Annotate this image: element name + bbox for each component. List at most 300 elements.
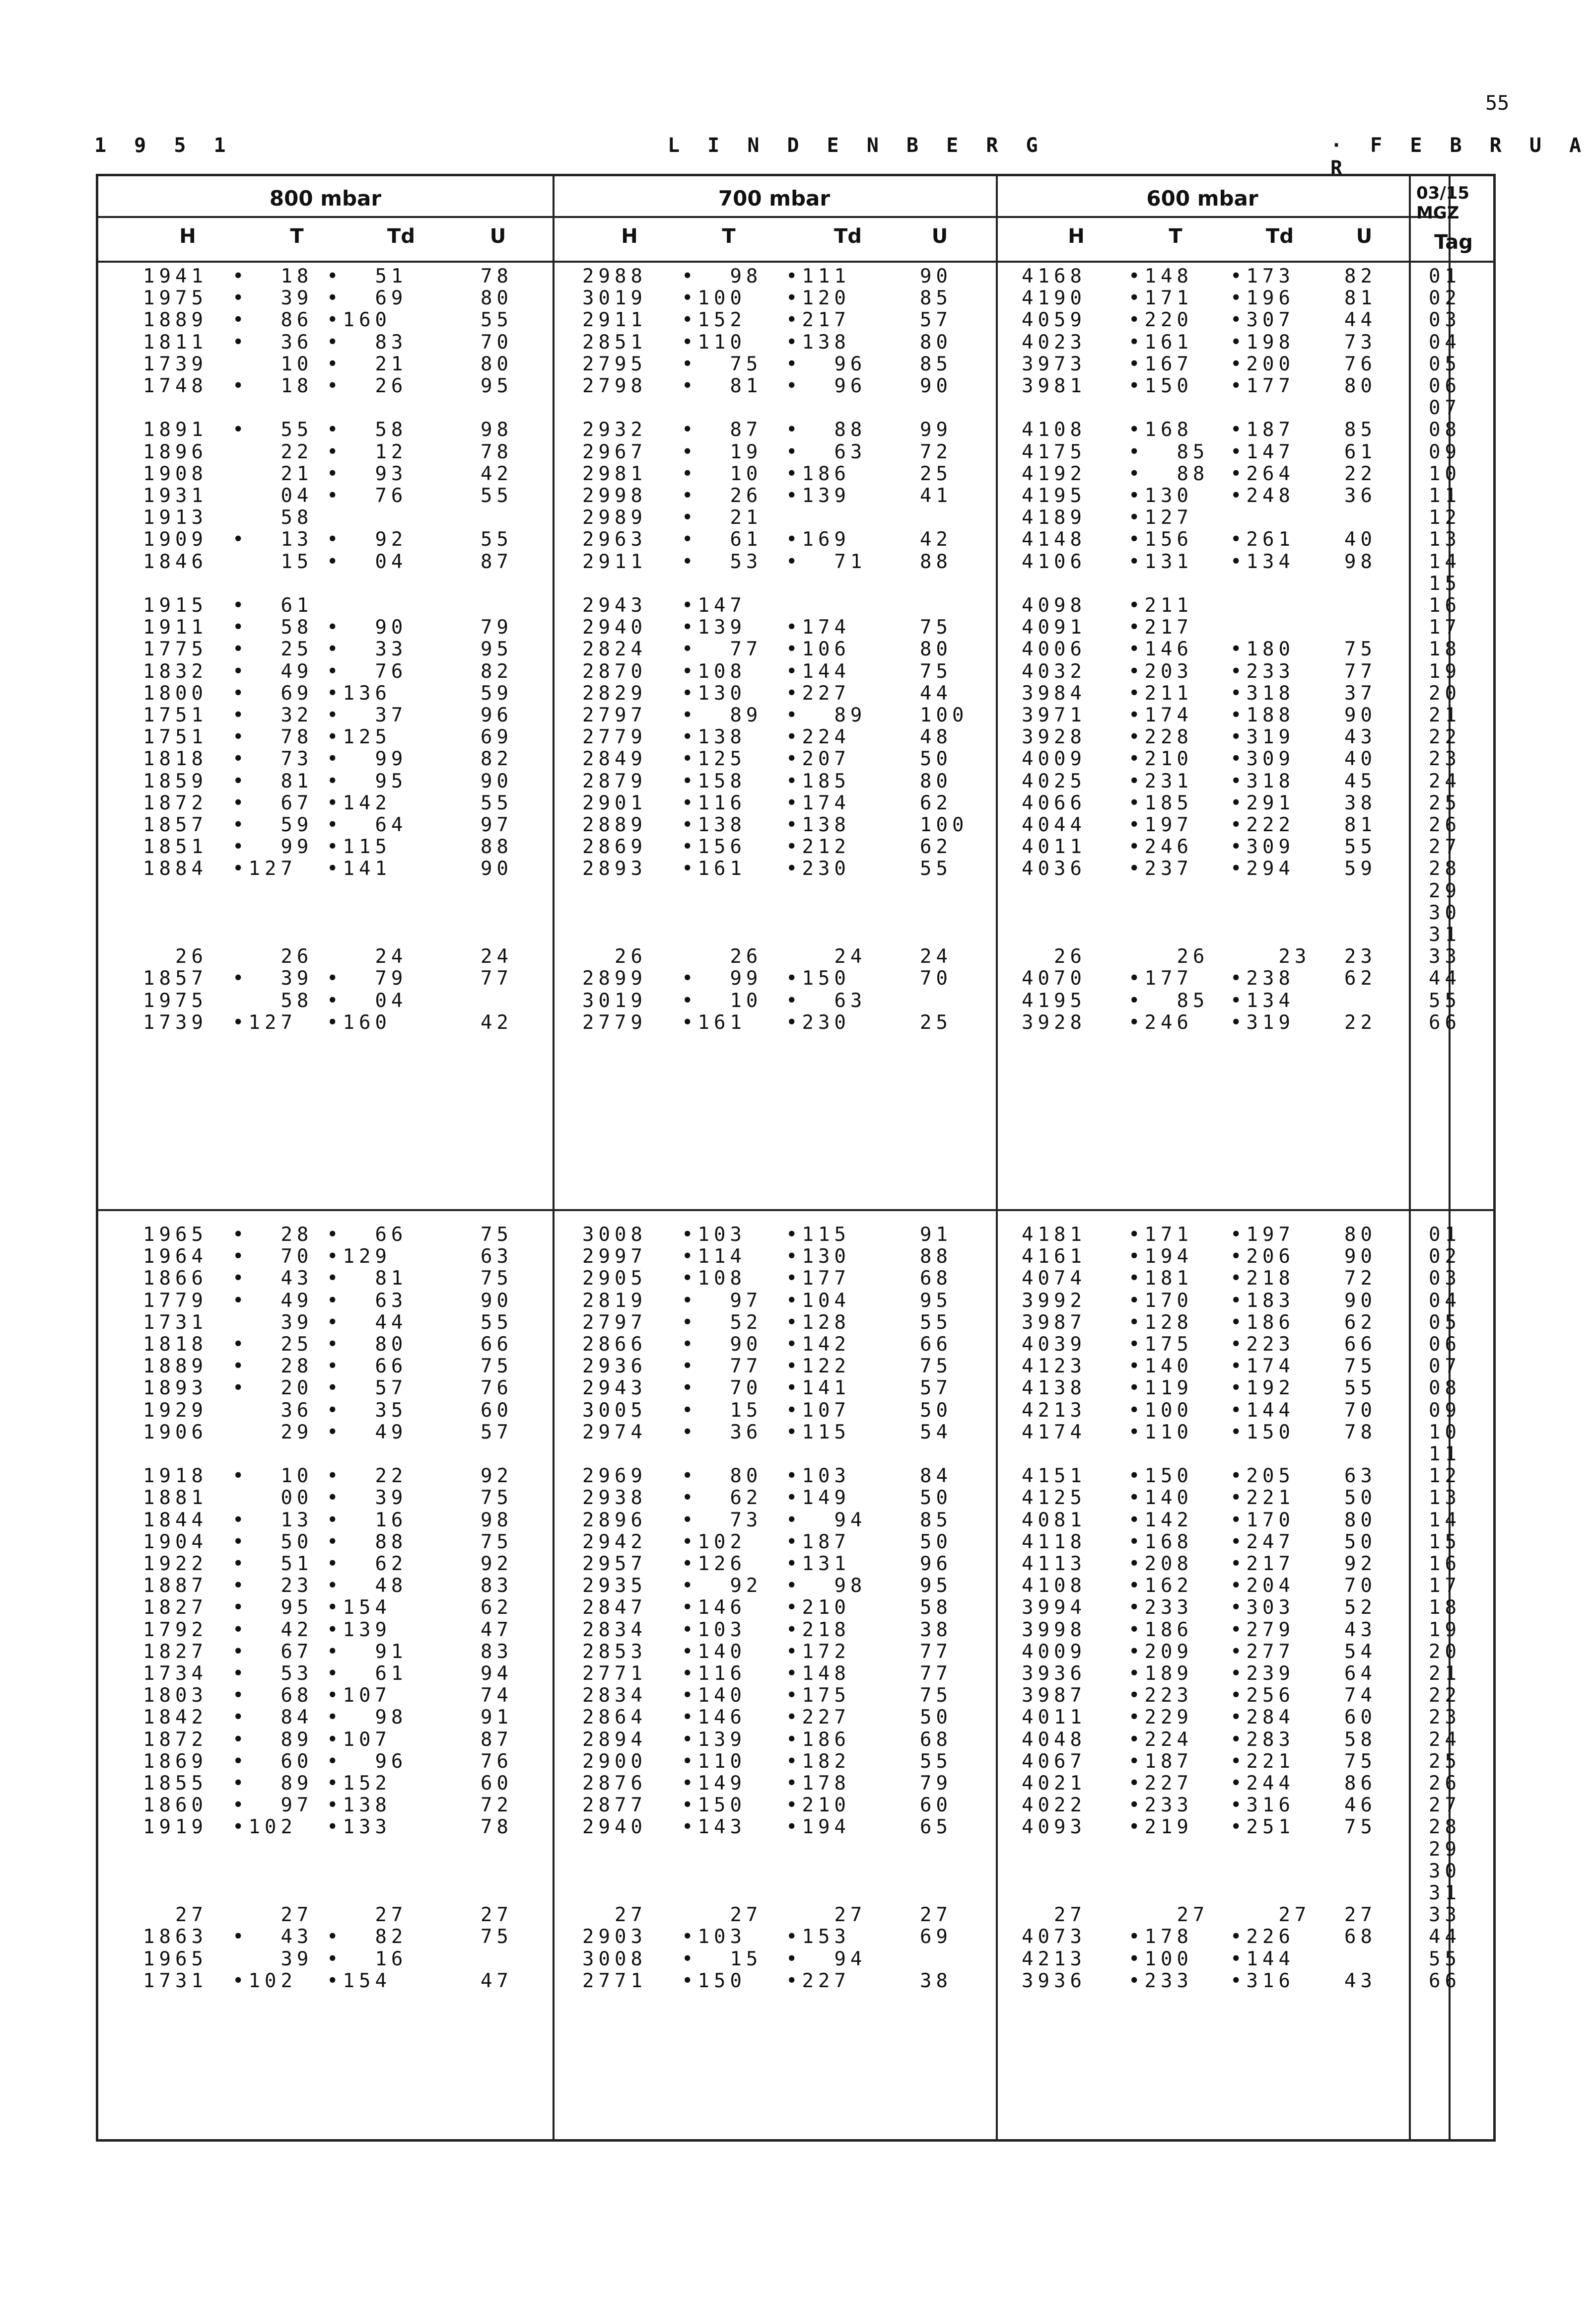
sounding-table [96,174,1496,2142]
value-cell: 38 [920,1618,952,1641]
tag-cell: 21 [1429,1662,1461,1685]
value-cell: 2849 [582,748,647,771]
value-cell: 41 [920,485,952,507]
value-cell: 4161 [1022,1245,1086,1268]
value-cell: •103 [682,1618,746,1641]
col-td-800: Td [387,225,415,248]
value-cell: •218 [1230,1267,1295,1290]
value-cell: 4036 [1022,858,1086,880]
value-cell: •147 [1230,440,1295,463]
value-cell: • 89 [682,704,763,726]
value-cell: 1931 [143,485,208,507]
value-cell: •247 [1230,1530,1295,1553]
value-cell: 68 [920,1728,952,1751]
value-cell: •120 [786,287,850,310]
value-cell: 75 [481,1355,513,1378]
value-cell: • 89 [232,1728,313,1751]
tag-cell: 02 [1429,1245,1461,1268]
value-cell: 39 [232,1311,313,1334]
value-cell: 4021 [1022,1772,1086,1795]
value-cell: 27 [1022,1904,1086,1927]
value-cell: 3928 [1022,726,1086,749]
tag-cell: 05 [1429,1311,1461,1334]
value-cell: •142 [327,792,391,814]
tag-cell: 10 [1429,1421,1461,1443]
value-cell: 2981 [582,462,647,485]
value-cell: •146 [1128,638,1193,661]
value-cell: 4059 [1022,309,1086,332]
mgz-header: 03/15 MGZ [1416,183,1470,223]
value-cell: 1919 [143,1816,208,1839]
value-cell: 43 [1344,1969,1377,1992]
value-cell: • 66 [327,1224,408,1246]
value-cell: 46 [1344,1794,1377,1817]
tag-cell: 09 [1429,440,1461,463]
value-cell: •142 [1128,1509,1193,1531]
value-cell: • 49 [327,1421,408,1443]
section-divider [98,1209,1493,1211]
col-h-700: H [621,225,638,248]
value-cell: •174 [786,616,850,639]
value-cell: •146 [682,1596,746,1619]
value-cell: 1889 [143,309,208,332]
value-cell: 66 [1344,1333,1377,1356]
value-cell: • 58 [327,419,408,441]
value-cell: 81 [1344,814,1377,836]
value-cell: 26 [1128,945,1209,968]
value-cell: • 19 [682,440,763,463]
value-cell: 3928 [1022,1011,1086,1034]
value-cell: • 22 [327,1465,408,1488]
station-title: L I N D E N B E R G [668,134,1046,157]
value-cell: 4006 [1022,638,1086,661]
value-cell: •224 [1128,1728,1193,1751]
value-cell: 54 [1344,1640,1377,1663]
value-cell: 66 [481,1333,513,1356]
value-cell: •264 [1230,462,1295,485]
value-cell: 1818 [143,748,208,771]
value-cell: •238 [1230,967,1295,990]
value-cell: 4073 [1022,1926,1086,1948]
value-cell: 3019 [582,287,647,310]
value-cell: 1751 [143,704,208,726]
tag-cell: 16 [1429,594,1461,617]
value-cell: 3998 [1022,1618,1086,1641]
value-cell: • 15 [682,1399,763,1422]
value-cell: • 63 [786,989,867,1012]
value-cell: •170 [1230,1509,1295,1531]
value-cell: 95 [481,375,513,397]
value-cell: 27 [232,1904,313,1927]
value-cell: •130 [786,1245,850,1268]
value-cell: 68 [920,1267,952,1290]
value-cell: 2824 [582,638,647,661]
value-cell: 3936 [1022,1969,1086,1992]
value-cell: • 21 [682,506,763,529]
value-cell: •138 [682,726,746,749]
value-cell: 99 [920,419,952,441]
value-cell: 2901 [582,792,647,814]
tag-cell: 20 [1429,682,1461,705]
tag-cell: 15 [1429,572,1461,595]
value-cell: •246 [1128,836,1193,859]
value-cell: •227 [786,1969,850,1992]
tag-cell: 17 [1429,616,1461,639]
value-cell: 36 [232,1399,313,1422]
value-cell: 4048 [1022,1728,1086,1751]
col-td-600: Td [1266,225,1294,248]
value-cell: 80 [1344,1224,1377,1246]
tag-cell: 04 [1429,1289,1461,1312]
value-cell: 47 [481,1618,513,1641]
value-cell: •141 [786,1377,850,1400]
value-cell: 59 [481,682,513,705]
value-cell: 2942 [582,1530,647,1553]
value-cell: • 48 [327,1575,408,1597]
value-cell: 27 [1344,1904,1377,1927]
value-cell: 25 [920,1011,952,1034]
value-cell: 15 [232,550,313,573]
tag-cell: 04 [1429,331,1461,354]
value-cell: 4108 [1022,1575,1086,1597]
value-cell: 25 [920,462,952,485]
value-cell: •144 [1230,1947,1295,1970]
value-cell: • 84 [232,1706,313,1729]
value-cell: • 36 [232,331,313,354]
value-cell: •107 [786,1399,850,1422]
value-cell: 75 [481,1224,513,1246]
value-cell: • 10 [682,462,763,485]
value-cell: 1896 [143,440,208,463]
value-cell: •150 [1128,1465,1193,1488]
value-cell: 1908 [143,462,208,485]
value-cell: 55 [920,1750,952,1773]
value-cell: •316 [1230,1969,1295,1992]
value-cell: •177 [1128,967,1193,990]
value-cell: 2936 [582,1355,647,1378]
value-cell: 29 [232,1421,313,1443]
value-cell: 2943 [582,594,647,617]
value-cell: •180 [1230,638,1295,661]
value-cell: •221 [1230,1750,1295,1773]
value-cell: •102 [232,1969,297,1992]
value-cell: 63 [1344,1465,1377,1488]
value-cell: •239 [1230,1662,1295,1685]
value-cell: 74 [481,1684,513,1707]
value-cell: 43 [1344,1618,1377,1641]
value-cell: •119 [1128,1377,1193,1400]
value-cell: •136 [327,682,391,705]
value-cell: 3008 [582,1947,647,1970]
value-cell: •219 [1128,1816,1193,1839]
value-cell: 85 [920,287,952,310]
tag-cell: 11 [1429,1443,1461,1465]
value-cell: •185 [1128,792,1193,814]
value-cell: 59 [1344,858,1377,880]
value-cell: 66 [920,1333,952,1356]
value-cell: •138 [786,331,850,354]
value-cell: • 15 [682,1947,763,1970]
value-cell: • 71 [786,550,867,573]
value-cell: 82 [1344,265,1377,288]
value-cell: •172 [786,1640,850,1663]
value-cell: 4195 [1022,485,1086,507]
value-cell: 24 [920,945,952,968]
value-cell: 3981 [1022,375,1086,397]
value-cell: •210 [786,1596,850,1619]
value-cell: •150 [786,967,850,990]
value-cell: • 89 [232,1772,313,1795]
tag-cell: 30 [1429,1860,1461,1882]
value-cell: 2864 [582,1706,647,1729]
value-cell: 2903 [582,1926,647,1948]
value-cell: •244 [1230,1772,1295,1795]
value-cell: • 77 [682,638,763,661]
value-cell: 2935 [582,1575,647,1597]
value-cell: 4023 [1022,331,1086,354]
tag-cell: 10 [1429,462,1461,485]
value-cell: 55 [1344,1377,1377,1400]
tag-cell: 21 [1429,704,1461,726]
value-cell: •309 [1230,836,1295,859]
value-cell: 4213 [1022,1399,1086,1422]
value-cell: 80 [920,638,952,661]
value-cell: • 16 [327,1509,408,1531]
value-cell: 76 [481,1750,513,1773]
value-cell: •143 [682,1816,746,1839]
value-cell: 90 [1344,1289,1377,1312]
value-cell: 1855 [143,1772,208,1795]
value-cell: • 98 [327,1706,408,1729]
value-cell: •187 [1230,419,1295,441]
value-cell: 4138 [1022,1377,1086,1400]
value-cell: 3936 [1022,1662,1086,1685]
value-cell: • 18 [232,375,313,397]
tag-cell: 01 [1429,1224,1461,1246]
value-cell: 4091 [1022,616,1086,639]
value-cell: •251 [1230,1816,1295,1839]
value-cell: •223 [1230,1333,1295,1356]
value-cell: 23 [1230,945,1311,968]
value-cell: 38 [1344,792,1377,814]
value-cell: •110 [682,331,746,354]
value-cell: 92 [481,1553,513,1575]
value-cell: 1857 [143,967,208,990]
tag-cell: 29 [1429,879,1461,902]
value-cell: • 44 [327,1311,408,1334]
value-cell: • 35 [327,1399,408,1422]
value-cell: • 62 [682,1487,763,1510]
value-cell: 4113 [1022,1553,1086,1575]
value-cell: •209 [1128,1640,1193,1663]
value-cell: 72 [920,440,952,463]
value-cell: 69 [481,726,513,749]
value-cell: 1818 [143,1333,208,1356]
value-cell: 74 [1344,1684,1377,1707]
value-cell: 88 [481,836,513,859]
value-cell: •307 [1230,309,1295,332]
value-cell: 4009 [1022,1640,1086,1663]
value-cell: • 95 [232,1596,313,1619]
value-cell: •100 [1128,1399,1193,1422]
tag-cell: 17 [1429,1575,1461,1597]
value-cell: 26 [1022,945,1086,968]
value-cell: 4022 [1022,1794,1086,1817]
value-cell: • 39 [327,1487,408,1510]
value-cell: 75 [920,1684,952,1707]
value-cell: 62 [481,1596,513,1619]
value-cell: • 39 [232,967,313,990]
value-cell: •189 [1128,1662,1193,1685]
value-cell: 1731 [143,1969,208,1992]
tag-cell: 28 [1429,858,1461,880]
value-cell: 4195 [1022,989,1086,1012]
value-cell: 96 [920,1553,952,1575]
value-cell: 2877 [582,1794,647,1817]
value-cell: 52 [1344,1596,1377,1619]
value-cell: • 81 [682,375,763,397]
value-cell: •154 [327,1596,391,1619]
value-cell: •222 [1230,814,1295,836]
value-cell: 2889 [582,814,647,836]
value-cell: • 63 [786,440,867,463]
value-cell: • 99 [232,836,313,859]
value-cell: •125 [682,748,746,771]
value-cell: • 49 [232,660,313,683]
value-cell: •318 [1230,682,1295,705]
value-cell: 77 [920,1640,952,1663]
value-cell: 85 [1344,419,1377,441]
value-cell: •139 [327,1618,391,1641]
value-cell: •223 [1128,1684,1193,1707]
value-cell: 78 [481,1816,513,1839]
value-cell: •108 [682,660,746,683]
value-cell: •212 [786,836,850,859]
value-cell: •161 [682,1011,746,1034]
value-cell: 4123 [1022,1355,1086,1378]
value-cell: •230 [786,1011,850,1034]
value-cell: 2819 [582,1289,647,1312]
tag-cell: 44 [1429,1926,1461,1948]
tag-cell: 11 [1429,485,1461,507]
value-cell: 90 [1344,704,1377,726]
value-cell: • 25 [232,638,313,661]
value-cell: • 61 [232,594,313,617]
value-cell: •167 [1128,353,1193,375]
value-cell: 70 [1344,1575,1377,1597]
value-cell: •138 [786,814,850,836]
value-cell: 22 [1344,1011,1377,1034]
value-cell: 95 [481,638,513,661]
value-cell: 2967 [582,440,647,463]
value-cell: 4093 [1022,1816,1086,1839]
value-cell: •140 [682,1684,746,1707]
tag-cell: 03 [1429,309,1461,332]
value-cell: • 49 [232,1289,313,1312]
value-cell: 1739 [143,353,208,375]
value-cell: • 73 [232,748,313,771]
col-h-800: H [179,225,196,248]
value-cell: •181 [1128,1267,1193,1290]
value-cell: 58 [232,989,313,1012]
value-cell: • 66 [327,1355,408,1378]
value-cell: 26 [582,945,647,968]
col-t-600: T [1169,225,1182,248]
value-cell: • 10 [232,1465,313,1488]
value-cell: • 39 [232,287,313,310]
value-cell: 1739 [143,1011,208,1034]
value-cell: 1869 [143,1750,208,1773]
tag-cell: 26 [1429,814,1461,836]
value-cell: 2851 [582,331,647,354]
col-td-700: Td [834,225,862,248]
value-cell: 2866 [582,1333,647,1356]
value-cell: 2900 [582,1750,647,1773]
value-cell: 54 [920,1421,952,1443]
value-cell: •127 [232,858,297,880]
tag-cell: 29 [1429,1838,1461,1861]
value-cell: 55 [481,309,513,332]
tag-cell: 22 [1429,726,1461,749]
value-cell: 62 [920,792,952,814]
value-cell: 50 [920,1487,952,1510]
value-cell: 50 [920,1399,952,1422]
value-cell: 4025 [1022,770,1086,792]
value-cell: 4174 [1022,1421,1086,1443]
value-cell: • 64 [327,814,408,836]
value-cell: 1964 [143,1245,208,1268]
value-cell: •237 [1128,858,1193,880]
value-cell: •210 [1128,748,1193,771]
tag-cell: 25 [1429,792,1461,814]
value-cell: • 96 [786,353,867,375]
value-cell: 90 [920,265,952,288]
value-cell: 55 [481,1311,513,1334]
value-cell: 1844 [143,1509,208,1531]
value-cell: •194 [1128,1245,1193,1268]
value-cell: 4039 [1022,1333,1086,1356]
value-cell: •148 [786,1662,850,1685]
value-cell: •229 [1128,1706,1193,1729]
value-cell: 87 [481,1728,513,1751]
tag-cell: 27 [1429,1794,1461,1817]
tag-cell: 03 [1429,1267,1461,1290]
value-cell: •210 [786,1794,850,1817]
value-cell: 90 [1344,1245,1377,1268]
value-cell: •110 [1128,1421,1193,1443]
value-cell: 1851 [143,836,208,859]
value-cell: 27 [1128,1904,1209,1927]
value-cell: 77 [1344,660,1377,683]
value-cell: 44 [920,682,952,705]
value-cell: 24 [327,945,408,968]
value-cell: •115 [786,1421,850,1443]
value-cell: 50 [1344,1487,1377,1510]
value-cell: 68 [1344,1926,1377,1948]
value-cell: •198 [1230,331,1295,354]
group-600-header: 600 mbar [1146,186,1258,211]
value-cell: 69 [920,1926,952,1948]
value-cell: 85 [920,353,952,375]
value-cell: 1751 [143,726,208,749]
value-cell: •150 [1230,1421,1295,1443]
value-cell: • 16 [327,1947,408,1970]
value-cell: •158 [682,770,746,792]
value-cell: • 21 [327,353,408,375]
value-cell: 2795 [582,353,647,375]
value-cell: • 53 [232,1662,313,1685]
tag-cell: 18 [1429,1596,1461,1619]
